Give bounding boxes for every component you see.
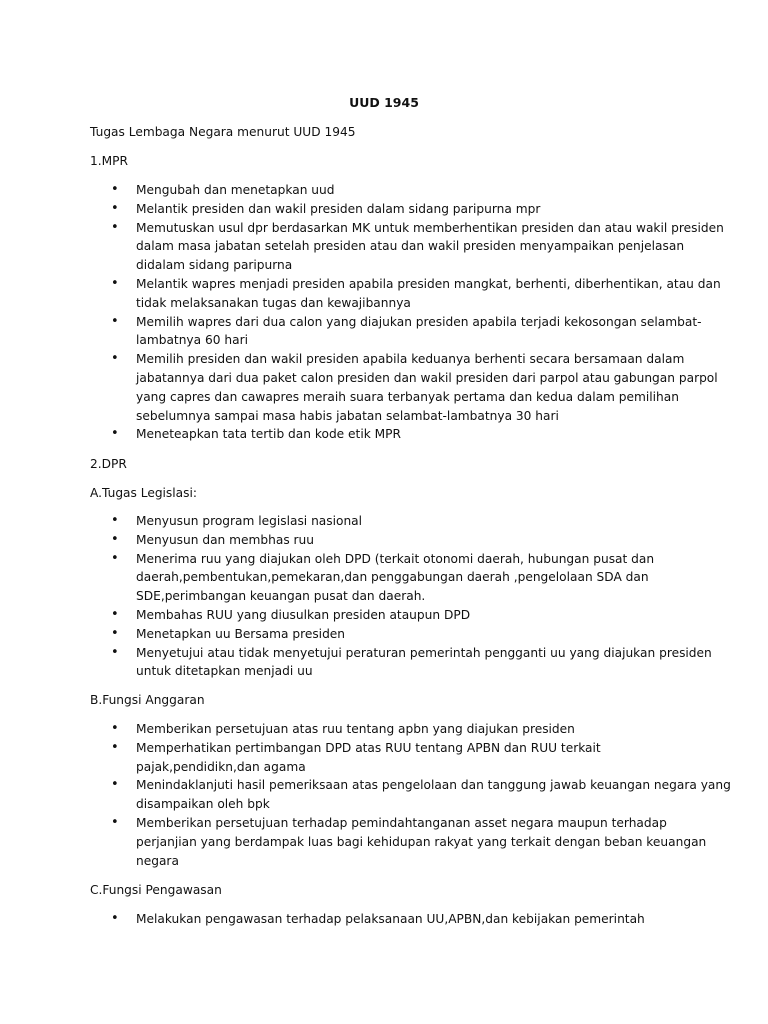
list-item: [90, 550, 690, 606]
list-item: [90, 720, 690, 739]
list-item: [90, 181, 690, 200]
list-item: [90, 606, 690, 625]
section-heading-dpr: 2.DPR: [90, 457, 127, 471]
list-item: [90, 425, 690, 444]
list-item-text: lambatnya 60 hari: [136, 333, 248, 348]
list-item-text: • Mengubah dan menetapkan uud: [136, 183, 335, 197]
section-heading-anggaran: B.Fungsi Anggaran: [90, 693, 205, 707]
list-item-text: • Meneteapkan tata tertib dan kode etik MPR: [136, 427, 401, 442]
list-item-text: • Memberikan persetujuan atas ruu tentang apbn yang diajukan presiden: [136, 722, 575, 736]
intro-text: Tugas Lembaga Negara menurut UUD 1945: [90, 125, 356, 139]
pengawasan-list: [90, 910, 690, 929]
anggaran-list: [90, 720, 731, 870]
list-item: [90, 625, 690, 644]
list-item-text: disampaikan oleh bpk: [136, 797, 270, 812]
section-heading-legislasi: A.Tugas Legislasi:: [90, 486, 197, 500]
list-item-text: • Membahas RUU yang diusulkan presiden ataupun DPD: [136, 607, 471, 622]
list-item-text: • Melantik wapres menjadi presiden apabila presiden mangkat, berhenti, diberhentikan, atau dan: [136, 276, 721, 291]
list-item-text: • Memberikan persetujuan terhadap pemindahtanganan asset negara maupun terhadap: [136, 815, 667, 830]
section-heading-pengawasan: C.Fungsi Pengawasan: [90, 883, 222, 897]
list-item-text: untuk ditetapkan menjadi uu: [136, 664, 313, 679]
list-item: [90, 350, 718, 425]
legislasi-list: [90, 512, 712, 681]
list-item: [90, 814, 707, 870]
list-item-text: daerah,pembentukan,pemekaran,dan penggabungan daerah ,pengelolaan SDA dan: [136, 570, 649, 585]
list-item: [90, 644, 712, 682]
list-item-text: yang capres dan cawapres meraih suara terbanyak pertama dan kedua dalam pemilihan: [136, 389, 679, 404]
list-item-text: dalam masa jabatan setelah presiden atau dan wakil presiden menyampaikan penjelasan: [136, 239, 685, 254]
list-item: [90, 776, 731, 814]
list-item-text: tidak melaksanakan tugas dan kewajibannya: [136, 295, 411, 310]
list-item-text: • Menerima ruu yang diajukan oleh DPD (terkait otonomi daerah, hubungan pusat dan: [136, 551, 655, 566]
list-item: [90, 910, 690, 929]
list-item: [90, 531, 690, 550]
list-item: [90, 200, 690, 219]
list-item: [90, 313, 702, 351]
list-item-text: negara: [136, 853, 179, 868]
list-item-text: jabatannya dari dua paket calon presiden dan wakil presiden dari parpol atau gabungan parpol: [136, 370, 718, 385]
list-item-text: • Menindaklanjuti hasil pemeriksaan atas pengelolaan dan tanggung jawab keuangan negara yang: [136, 778, 731, 793]
list-item-text: • Memilih wapres dari dua calon yang diajukan presiden apabila terjadi kekosongan selambat-: [136, 314, 702, 329]
list-item-text: sebelumnya sampai masa habis jabatan selambat-lambatnya 30 hari: [136, 408, 559, 423]
section-heading-mpr: 1.MPR: [90, 154, 128, 168]
list-item-text: didalam sidang paripurna: [136, 258, 293, 273]
list-item: [90, 219, 724, 275]
list-item-text: • Memperhatikan pertimbangan DPD atas RUU tentang APBN dan RUU terkait: [136, 740, 601, 755]
list-item: [90, 512, 690, 531]
list-item-text: • Menyusun program legislasi nasional: [136, 514, 363, 528]
list-item-text: • Melantik presiden dan wakil presiden dalam sidang paripurna mpr: [136, 201, 541, 216]
list-item-text: • Melakukan pengawasan terhadap pelaksanaan UU,APBN,dan kebijakan pemerintah: [136, 912, 645, 926]
list-item-text: • Menyusun dan membhas ruu: [136, 532, 315, 547]
mpr-list: [90, 181, 724, 444]
list-item-text: SDE,perimbangan keuangan pusat dan daerah.: [136, 589, 426, 604]
list-item-text: • Memutuskan usul dpr berdasarkan MK untuk memberhentikan presiden dan atau wakil presiden: [136, 220, 724, 235]
list-item-text: perjanjian yang berdampak luas bagi kehidupan rakyat yang terkait dengan beban keuangan: [136, 834, 707, 849]
document-title: UUD 1945: [349, 95, 419, 110]
list-item: [90, 739, 690, 777]
list-item: [90, 275, 721, 313]
list-item-text: • Menyetujui atau tidak menyetujui peraturan pemerintah pengganti uu yang diajukan presiden: [136, 645, 712, 660]
list-item-text: • Memilih presiden dan wakil presiden apabila keduanya berhenti secara bersamaan dalam: [136, 352, 685, 367]
list-item-text: pajak,pendidikn,dan agama: [136, 759, 306, 774]
list-item-text: • Menetapkan uu Bersama presiden: [136, 626, 346, 641]
